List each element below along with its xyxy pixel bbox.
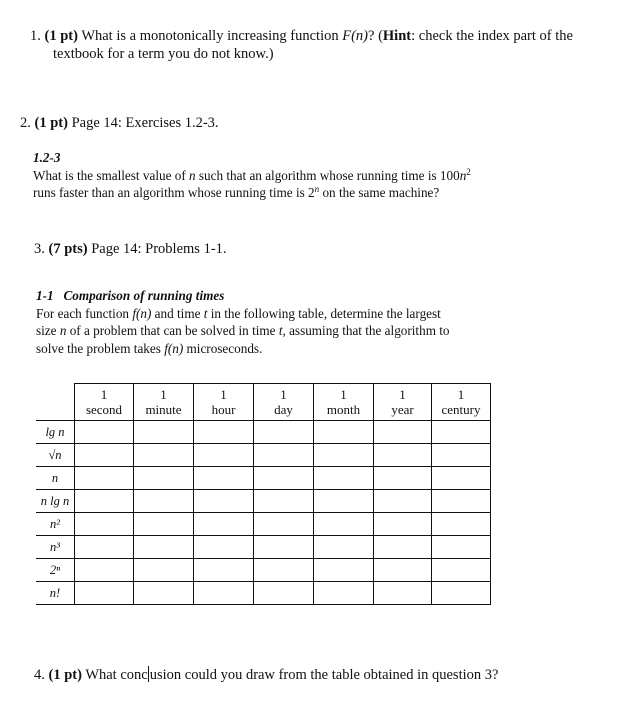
table-cell xyxy=(194,559,254,582)
p-text: size xyxy=(36,323,60,338)
var-n: n xyxy=(189,167,196,183)
col-unit: century xyxy=(441,402,481,417)
table-row xyxy=(36,467,491,490)
col-unit: hour xyxy=(211,402,236,417)
table-cell xyxy=(134,490,194,513)
table-row xyxy=(36,513,491,536)
table-cell xyxy=(374,536,432,559)
q1-text-d: textbook for a term you do not know.) xyxy=(53,46,274,62)
p-text: For each function xyxy=(36,305,133,321)
table-cell xyxy=(75,467,134,490)
q2-text: Page 14: Exercises 1.2-3. xyxy=(71,115,219,131)
q4-number: 4. xyxy=(34,667,45,683)
col-unit: month xyxy=(326,402,361,417)
problem-title: Comparison of running times xyxy=(63,288,225,303)
col-unit: day xyxy=(274,402,293,417)
col-unit: year xyxy=(391,402,414,417)
table-cell xyxy=(314,582,374,605)
col-num: 1 xyxy=(457,387,465,402)
table-cell xyxy=(194,421,254,444)
q1-points: (1 pt) xyxy=(44,28,78,44)
table-row xyxy=(36,559,491,582)
problem-heading xyxy=(36,287,526,305)
col-unit: second xyxy=(85,402,123,417)
table-cell xyxy=(314,536,374,559)
table-row xyxy=(36,582,491,605)
p-text: , assuming that the algorithm to xyxy=(282,323,450,338)
col-unit: minute xyxy=(145,402,182,417)
row-function: n lg n xyxy=(36,490,75,513)
table-cell xyxy=(194,513,254,536)
q1-text-b: ? ( xyxy=(368,28,383,44)
col-num: 1 xyxy=(160,387,167,402)
col-second xyxy=(75,384,134,421)
p-text: and time xyxy=(151,305,204,321)
p-text: in the following table, determine the largest xyxy=(207,305,441,321)
col-day xyxy=(254,384,314,421)
table-corner xyxy=(36,384,75,421)
row-function: n xyxy=(36,467,75,490)
table-row xyxy=(36,490,491,513)
var-t: t xyxy=(278,323,283,338)
problem-line-1 xyxy=(36,305,526,323)
col-minute xyxy=(134,384,194,421)
var-t: t xyxy=(203,305,208,321)
var-n: n xyxy=(459,167,467,183)
table-cell xyxy=(374,559,432,582)
exercise-line-2 xyxy=(33,184,533,202)
table-cell xyxy=(432,490,491,513)
problem-line-2 xyxy=(36,322,526,340)
table-cell xyxy=(75,582,134,605)
row-function: n² xyxy=(36,513,75,536)
q1-func: F(n) xyxy=(342,28,369,44)
q4-text-a: What conc xyxy=(85,667,148,683)
table-body xyxy=(36,421,491,605)
table-cell xyxy=(75,559,134,582)
exercise-1-2-3 xyxy=(33,149,533,202)
q4-points: (1 pt) xyxy=(48,667,82,683)
ex-text: runs faster than an algorithm whose running time is 2 xyxy=(33,185,315,200)
q2-points: (1 pt) xyxy=(34,115,68,131)
table-cell xyxy=(314,421,374,444)
table-cell xyxy=(374,582,432,605)
q3-number: 3. xyxy=(34,241,45,257)
table-cell xyxy=(75,421,134,444)
table-cell xyxy=(194,582,254,605)
table-cell xyxy=(254,536,314,559)
var-n: n xyxy=(59,323,67,338)
p-text: solve the problem takes xyxy=(36,340,165,356)
running-times-table xyxy=(36,383,491,605)
table-row xyxy=(36,444,491,467)
table-cell xyxy=(432,559,491,582)
fn-f-n: f(n) xyxy=(164,340,184,356)
row-function: √n xyxy=(36,444,75,467)
q1-hint-label: Hint xyxy=(382,28,412,44)
table-header-row xyxy=(36,384,491,421)
question-3 xyxy=(34,240,227,258)
table-cell xyxy=(254,582,314,605)
table-cell xyxy=(194,467,254,490)
ex-text: such that an algorithm whose running time is 100 xyxy=(195,167,460,183)
fn-f-n: f(n) xyxy=(132,305,152,321)
table-cell xyxy=(134,421,194,444)
col-num: 1 xyxy=(340,387,347,402)
q3-text: Page 14: Problems 1-1. xyxy=(91,241,227,257)
table-cell xyxy=(374,467,432,490)
q3-points: (7 pts) xyxy=(48,241,88,257)
table-cell xyxy=(134,582,194,605)
col-month xyxy=(314,384,374,421)
col-hour xyxy=(194,384,254,421)
table-cell xyxy=(432,467,491,490)
p-text: microseconds. xyxy=(183,340,263,356)
table-cell xyxy=(254,513,314,536)
problem-1-1 xyxy=(36,287,526,357)
table-cell xyxy=(75,536,134,559)
question-2 xyxy=(20,114,219,132)
table-cell xyxy=(134,513,194,536)
table-cell xyxy=(374,513,432,536)
table-cell xyxy=(374,421,432,444)
table-cell xyxy=(254,490,314,513)
table-cell xyxy=(432,582,491,605)
table-cell xyxy=(194,444,254,467)
table-cell xyxy=(134,559,194,582)
col-year xyxy=(374,384,432,421)
table-cell xyxy=(374,490,432,513)
row-function: n! xyxy=(36,582,75,605)
row-function: 2ⁿ xyxy=(36,559,75,582)
q2-number: 2. xyxy=(20,115,31,131)
table-cell xyxy=(75,513,134,536)
exponent: n xyxy=(314,184,320,194)
table-cell xyxy=(432,513,491,536)
question-4 xyxy=(34,666,498,684)
table-cell xyxy=(254,467,314,490)
table-cell xyxy=(134,536,194,559)
table-cell xyxy=(134,444,194,467)
table-cell xyxy=(254,421,314,444)
p-text: of a problem that can be solved in time xyxy=(66,323,279,338)
problem-line-3 xyxy=(36,340,526,358)
q4-text-b: usion could you draw from the table obtained in question 3? xyxy=(149,667,499,683)
ex-text: What is the smallest value of xyxy=(33,167,190,183)
question-1 xyxy=(30,27,635,63)
row-function: n³ xyxy=(36,536,75,559)
table-cell xyxy=(254,444,314,467)
table-row xyxy=(36,536,491,559)
exercise-line-1 xyxy=(33,167,533,185)
q1-number: 1. xyxy=(30,28,41,44)
ex-text: on the same machine? xyxy=(319,185,440,200)
table-cell xyxy=(134,467,194,490)
exercise-label: 1.2-3 xyxy=(33,150,61,165)
table-cell xyxy=(75,444,134,467)
col-num: 1 xyxy=(280,387,287,402)
table-row xyxy=(36,421,491,444)
table-cell xyxy=(374,444,432,467)
table-cell xyxy=(314,559,374,582)
table-cell xyxy=(75,490,134,513)
table-cell xyxy=(194,536,254,559)
exponent: 2 xyxy=(466,166,471,177)
col-century xyxy=(432,384,491,421)
table-cell xyxy=(314,490,374,513)
col-num: 1 xyxy=(220,387,227,402)
row-function: lg n xyxy=(36,421,75,444)
table-cell xyxy=(314,467,374,490)
table-cell xyxy=(254,559,314,582)
table-cell xyxy=(432,536,491,559)
table-cell xyxy=(314,444,374,467)
col-num: 1 xyxy=(100,387,108,402)
col-num: 1 xyxy=(399,387,406,402)
table-cell xyxy=(432,421,491,444)
q1-text-a: What is a monotonically increasing function xyxy=(81,28,343,44)
table-cell xyxy=(432,444,491,467)
q1-text-c: : check the index part of the xyxy=(411,28,573,44)
problem-label: 1-1 xyxy=(36,288,54,303)
table-cell xyxy=(314,513,374,536)
table-cell xyxy=(194,490,254,513)
